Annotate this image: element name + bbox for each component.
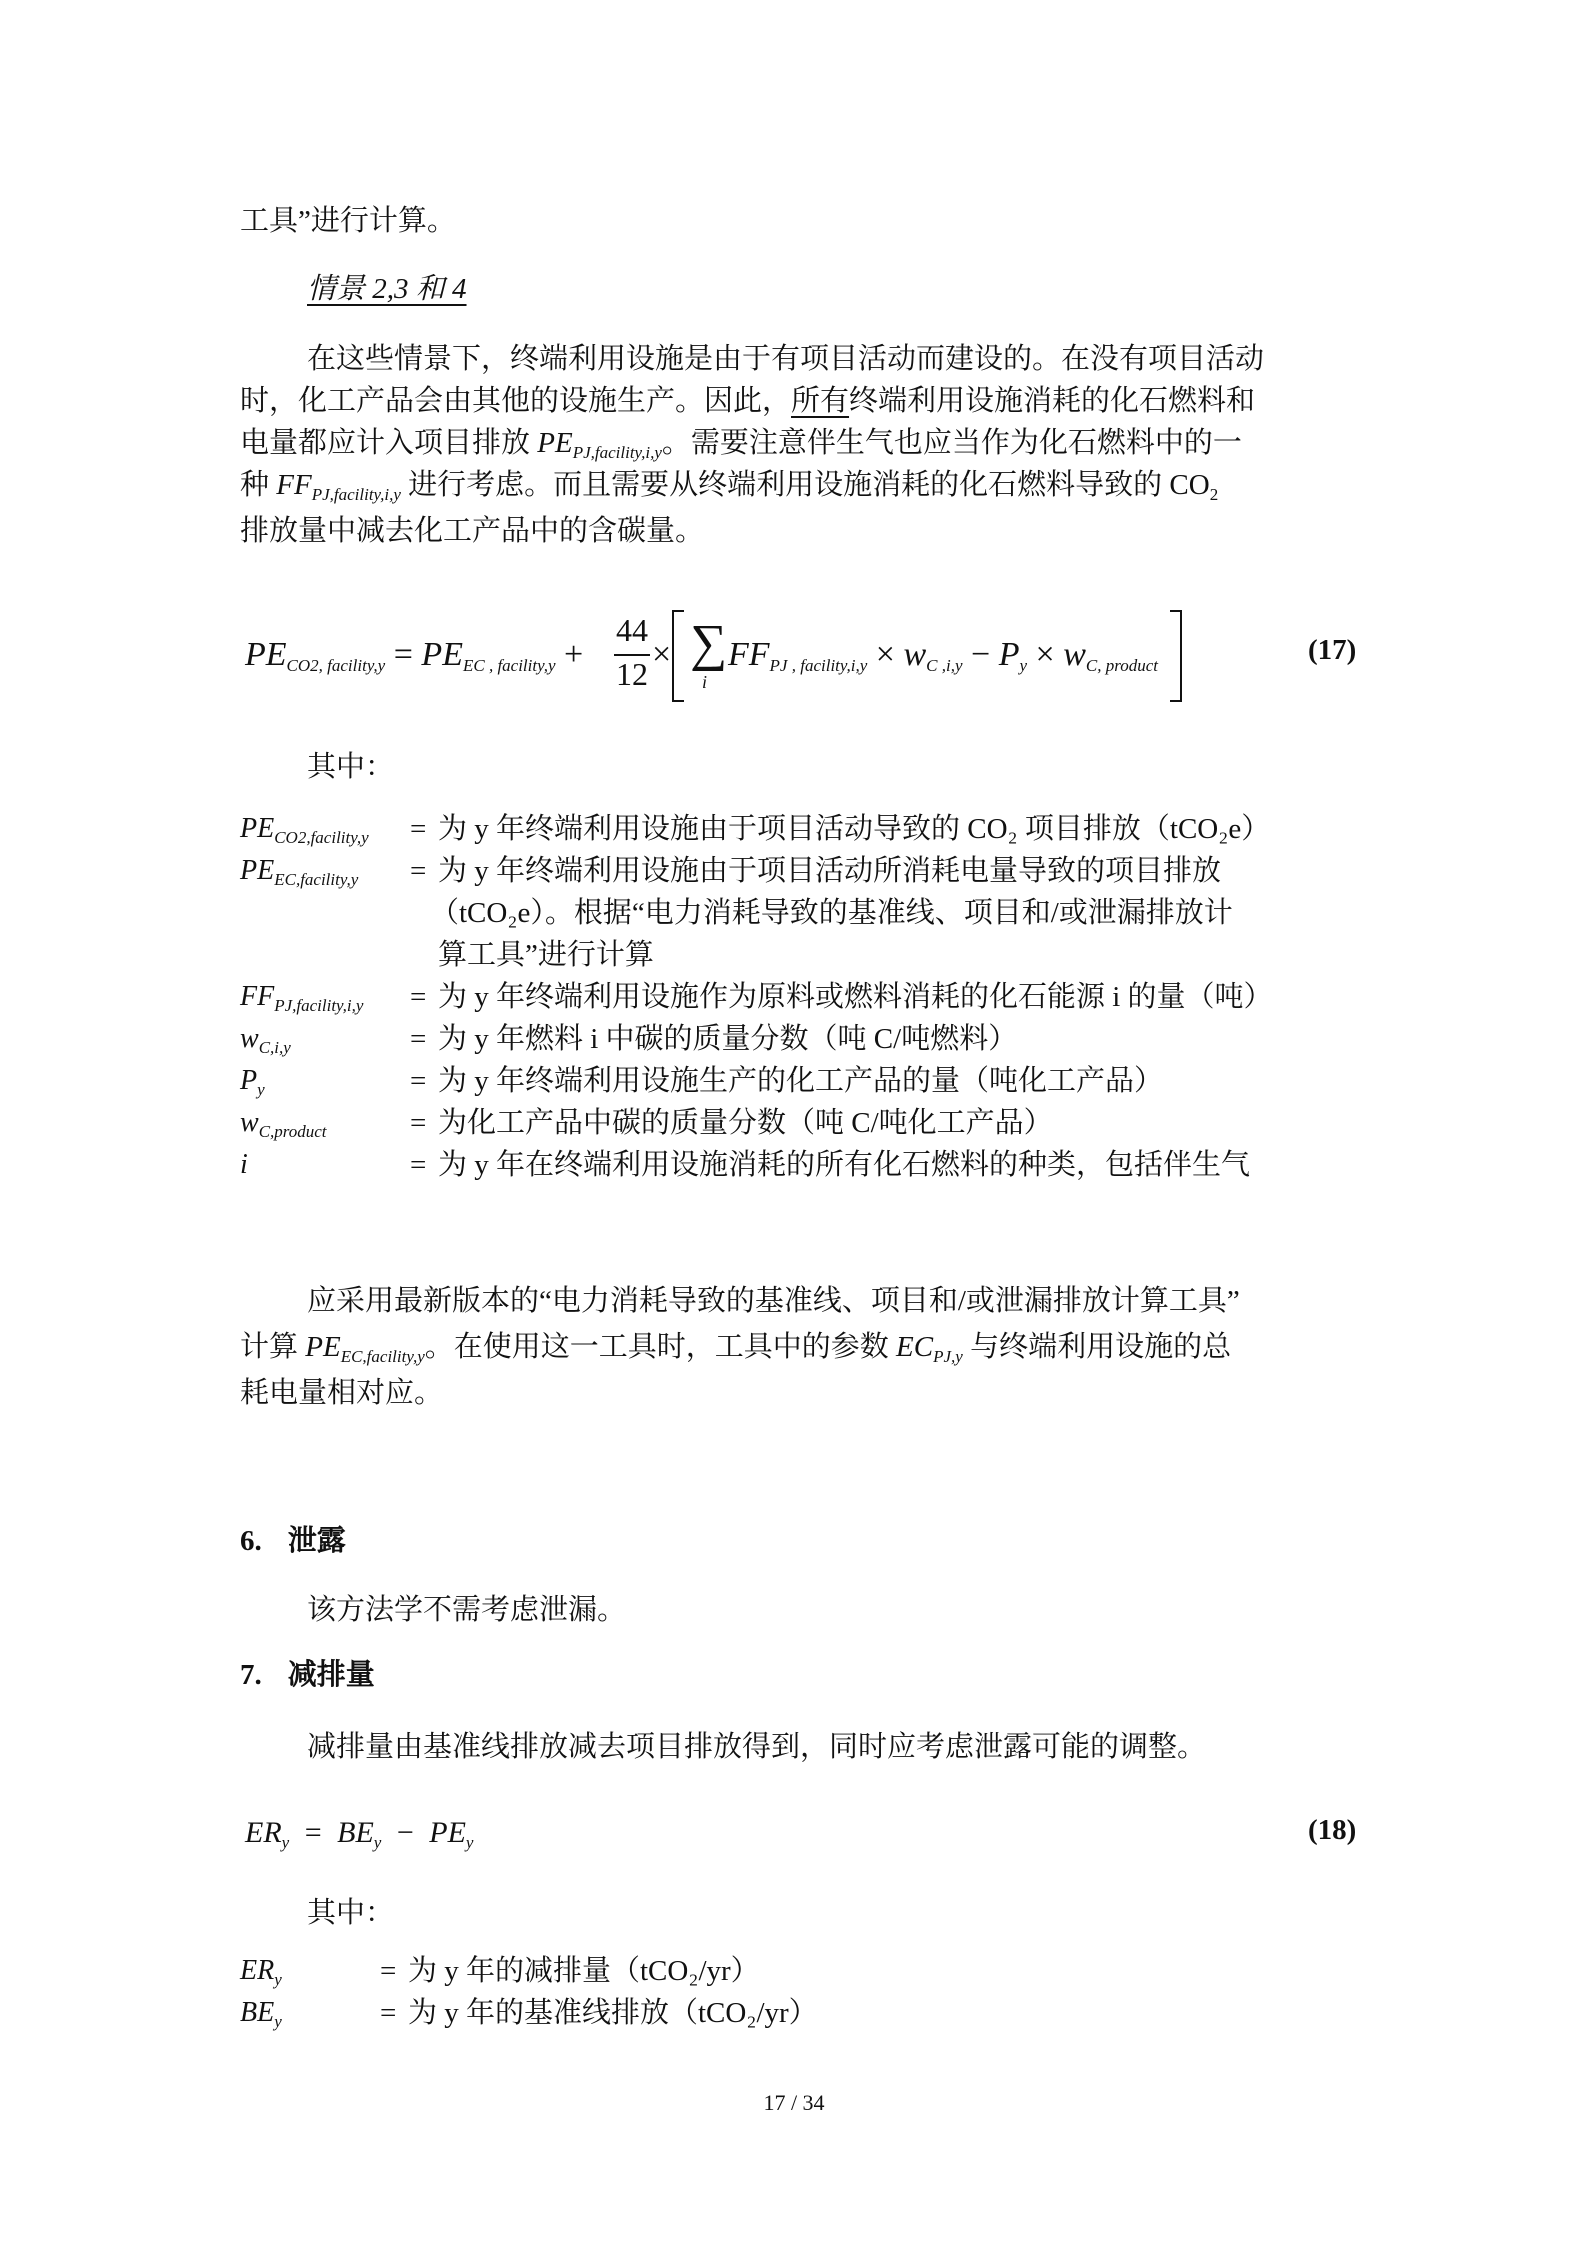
subscript: C, product — [1085, 656, 1158, 675]
definition-text: 为 y 年的减排量（tCO₂/yr） — [408, 1955, 760, 1987]
subscript: y — [1019, 656, 1028, 675]
definition-text: 为 y 年在终端利用设施消耗的所有化石燃料的种类，包括伴生气 — [438, 1149, 1251, 1181]
symbol: PE — [245, 636, 287, 673]
where-label: 其中： — [307, 751, 395, 783]
plus-sign: + — [564, 636, 584, 673]
fraction-denominator: 12 — [616, 656, 648, 692]
subscript: PJ,facility,i,y — [572, 443, 662, 462]
definition-text: 为 y 年终端利用设施由于项目活动所消耗电量导致的项目排放 — [438, 855, 1222, 887]
subscript: PJ,y — [933, 1347, 963, 1366]
underlined-emphasis: 所有 — [791, 385, 850, 417]
equals-sign: = — [410, 813, 427, 845]
definitions-list-2 — [240, 1950, 1390, 2040]
equals-sign: = — [410, 1149, 427, 1181]
subscript: C,i,y — [258, 1038, 291, 1057]
definition-symbol — [240, 850, 358, 892]
equals-sign: = — [410, 855, 427, 887]
symbol: PE — [305, 1331, 341, 1363]
section-6-heading — [240, 1518, 346, 1559]
symbol: w — [240, 1107, 259, 1138]
symbol: P — [240, 1065, 258, 1096]
symbol: PE — [421, 636, 463, 673]
definition-symbol — [240, 1144, 248, 1186]
text-span: 终端利用设施消耗的化石燃料和 — [849, 385, 1256, 417]
symbol: w — [240, 1023, 259, 1054]
section-number: 7. — [240, 1659, 262, 1691]
subscript: CO2,facility,y — [274, 828, 369, 847]
subscript: y — [257, 1080, 265, 1099]
subscript: CO2, facility,y — [286, 656, 386, 675]
symbol: ER — [245, 1816, 282, 1849]
paragraph-2-line: 应采用最新版本的“电力消耗导致的基准线、项目和/或泄漏排放计算工具” — [307, 1285, 1240, 1317]
paragraph-1-line: 排放量中减去化工产品中的含碳量。 — [240, 515, 705, 547]
section-number: 6. — [240, 1525, 262, 1557]
scenario-heading: 情景 2,3 和 4 — [307, 273, 467, 305]
subscript: PJ,facility,i,y — [311, 485, 401, 504]
symbol: EC — [896, 1331, 934, 1363]
symbol: w — [1063, 636, 1086, 673]
definitions-list-1 — [240, 808, 1390, 1188]
symbol: i — [240, 1149, 248, 1180]
subscript: EC,facility,y — [274, 870, 359, 889]
definition-text: （tCO₂e）。根据“电力消耗导致的基准线、项目和/或泄漏排放计 — [430, 897, 1233, 929]
symbol: BE — [240, 1997, 275, 2028]
symbol: PE — [240, 813, 275, 844]
subscript: C,product — [258, 1122, 327, 1141]
definition-text: 为 y 年终端利用设施作为原料或燃料消耗的化石能源 i 的量（吨） — [438, 981, 1273, 1013]
symbol: P — [998, 636, 1020, 673]
left-bracket — [672, 610, 684, 702]
definition-text: 为 y 年终端利用设施由于项目活动导致的 CO₂ 项目排放（tCO₂e） — [438, 813, 1271, 845]
definition-text: 为 y 年燃料 i 中碳的质量分数（吨 C/吨燃料） — [438, 1023, 1018, 1055]
continuation-text: 工具”进行计算。 — [240, 205, 456, 237]
section-title: 减排量 — [287, 1659, 375, 1691]
symbol: ER — [240, 1955, 275, 1986]
definition-symbol — [240, 808, 369, 850]
definition-symbol — [240, 1992, 282, 2034]
symbol: FF — [240, 981, 275, 1012]
subscript: EC , facility,y — [462, 656, 556, 675]
definition-text: 为化工产品中碳的质量分数（吨 C/吨化工产品） — [438, 1107, 1053, 1139]
symbol: FF — [728, 636, 770, 673]
symbol: w — [903, 636, 927, 673]
text-span: 。在使用这一工具时，工具中的参数 — [424, 1331, 897, 1363]
text-span: 计算 — [240, 1331, 306, 1363]
times-sign: × — [652, 636, 672, 673]
subscript: C ,i,y — [926, 656, 963, 675]
fraction-numerator: 44 — [616, 612, 648, 648]
symbol: PE — [537, 427, 573, 459]
paragraph-1-line — [240, 460, 1218, 510]
definition-symbol — [240, 976, 363, 1018]
symbol: BE — [337, 1816, 374, 1849]
definition-text: 算工具”进行计算 — [438, 939, 654, 971]
section-6-body: 该方法学不需考虑泄漏。 — [307, 1594, 627, 1626]
subscript: y — [281, 1833, 290, 1852]
definition-symbol — [240, 1060, 265, 1102]
text-span: 与终端利用设施的总 — [962, 1331, 1232, 1363]
text-span: 电量都应计入项目排放 — [240, 427, 538, 459]
subscript: PJ , facility,i,y — [769, 656, 868, 675]
symbol: PE — [429, 1816, 466, 1849]
subscript: y — [373, 1833, 382, 1852]
definition-text: 为 y 年终端利用设施生产的化工产品的量（吨化工产品） — [438, 1065, 1164, 1097]
section-7-heading — [240, 1652, 375, 1693]
paragraph-2-line — [240, 1322, 1231, 1372]
right-bracket — [1170, 610, 1182, 702]
equals-sign: = — [410, 1107, 427, 1139]
definition-symbol — [240, 1950, 282, 1992]
equals-sign: = — [380, 1955, 397, 1987]
section-7-body: 减排量由基准线排放减去项目排放得到，同时应考虑泄露可能的调整。 — [307, 1731, 1207, 1763]
times-sign: × — [1035, 636, 1055, 673]
text-span: 。需要注意伴生气也应当作为化石燃料中的一 — [661, 427, 1242, 459]
subscript: y — [465, 1833, 474, 1852]
subscript: 2 — [1209, 485, 1219, 504]
subscript: EC,facility,y — [340, 1347, 425, 1366]
text-span: 进行考虑。而且需要从终端利用设施消耗的化石燃料导致的 CO — [400, 469, 1210, 501]
subscript: y — [274, 1970, 282, 1989]
sum-index: i — [702, 672, 708, 692]
paragraph-2-line: 耗电量相对应。 — [240, 1377, 444, 1409]
equals-sign: = — [410, 1023, 427, 1055]
equals-sign: = — [304, 1816, 322, 1849]
definition-text: 为 y 年的基准线排放（tCO₂/yr） — [408, 1997, 818, 2029]
equation-lhs — [245, 636, 583, 674]
minus-sign: − — [971, 636, 991, 673]
equation-number: (17) — [1308, 634, 1357, 666]
page-number: 17 / 34 — [763, 2090, 825, 2115]
where-label: 其中： — [307, 1897, 395, 1929]
symbol: FF — [276, 469, 312, 501]
text-span: 种 — [240, 469, 277, 501]
section-title: 泄露 — [287, 1525, 346, 1557]
definition-symbol — [240, 1102, 327, 1144]
text-span: 时，化工产品会由其他的设施生产。因此， — [240, 385, 792, 417]
paragraph-1-line: 在这些情景下，终端利用设施是由于有项目活动而建设的。在没有项目活动 — [307, 343, 1265, 375]
equation-number: (18) — [1308, 1814, 1357, 1846]
equals-sign: = — [393, 636, 413, 673]
minus-sign: − — [396, 1816, 414, 1849]
sum-symbol: ∑ — [690, 615, 728, 672]
times-sign: × — [875, 636, 895, 673]
equation-rhs — [728, 636, 1158, 674]
definition-symbol — [240, 1018, 291, 1060]
equals-sign: = — [410, 981, 427, 1013]
equals-sign: = — [410, 1065, 427, 1097]
subscript: PJ,facility,i,y — [274, 996, 364, 1015]
symbol: PE — [240, 855, 275, 886]
equation-expression — [245, 1816, 473, 1850]
subscript: y — [274, 2012, 282, 2031]
equals-sign: = — [380, 1997, 397, 2029]
